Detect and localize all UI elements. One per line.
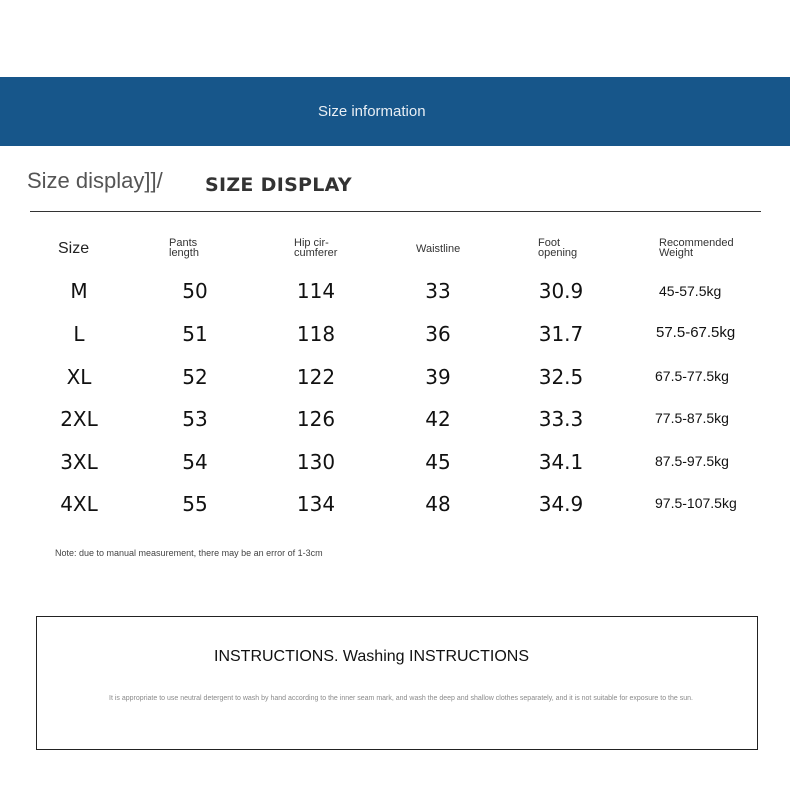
cell-weight: 67.5-77.5kg [655,368,729,384]
cell-size: L [73,322,85,346]
cell-weight: 97.5-107.5kg [655,495,737,511]
cell-pants-length: 53 [182,407,208,431]
cell-pants-length: 54 [182,450,208,474]
cell-waist: 39 [425,365,451,389]
cell-pants-length: 52 [182,365,208,389]
cell-waist: 42 [425,407,451,431]
cell-pants-length: 55 [182,492,208,516]
measurement-note: Note: due to manual measurement, there may be an error of 1-3cm [55,548,323,558]
cell-hip: 130 [296,450,336,474]
cell-weight: 77.5-87.5kg [655,410,729,426]
cell-waist: 36 [425,322,451,346]
cell-pants-length: 51 [182,322,208,346]
header-recommended-weight: Recommended Weight [659,237,734,259]
banner-title: Size information [318,103,426,120]
cell-size: M [70,279,88,303]
cell-size: 2XL [60,407,98,431]
header-size: Size [58,240,90,257]
instructions-text: It is appropriate to use neutral detergent to wash by hand according to the inner seam mark, and wash the deep and shallow clothes separately, and it is not suitable for exposure to the sun. [109,695,693,702]
cell-foot: 33.3 [538,407,584,431]
cell-hip: 122 [296,365,336,389]
cell-hip: 118 [296,322,336,346]
cell-hip: 134 [296,492,336,516]
cell-waist: 33 [425,279,451,303]
cell-size: 4XL [60,492,98,516]
header-pants-length: Pants length [169,237,199,259]
instructions-title: INSTRUCTIONS. Washing INSTRUCTIONS [214,648,529,665]
cell-waist: 45 [425,450,451,474]
header-banner [0,77,790,146]
cell-foot: 31.7 [538,322,584,346]
cell-foot: 32.5 [538,365,584,389]
heading-divider [30,211,761,212]
cell-waist: 48 [425,492,451,516]
cell-hip: 126 [296,407,336,431]
cell-weight: 87.5-97.5kg [655,453,729,469]
cell-foot: 34.1 [538,450,584,474]
header-waistline: Waistline [416,243,461,255]
instructions-box [36,616,758,750]
size-display-heading-caps: SIZE DISPLAY [205,174,352,196]
cell-hip: 114 [296,279,336,303]
cell-foot: 34.9 [538,492,584,516]
cell-weight: 45-57.5kg [659,283,722,299]
cell-pants-length: 50 [182,279,208,303]
size-display-heading: Size display]]/ [27,168,163,193]
header-hip-circumference: Hip cir- cumferer [294,237,338,259]
cell-weight: 57.5-67.5kg [656,324,736,341]
cell-size: XL [66,365,92,389]
cell-size: 3XL [60,450,98,474]
cell-foot: 30.9 [538,279,584,303]
header-foot-opening: Foot opening [538,237,578,259]
